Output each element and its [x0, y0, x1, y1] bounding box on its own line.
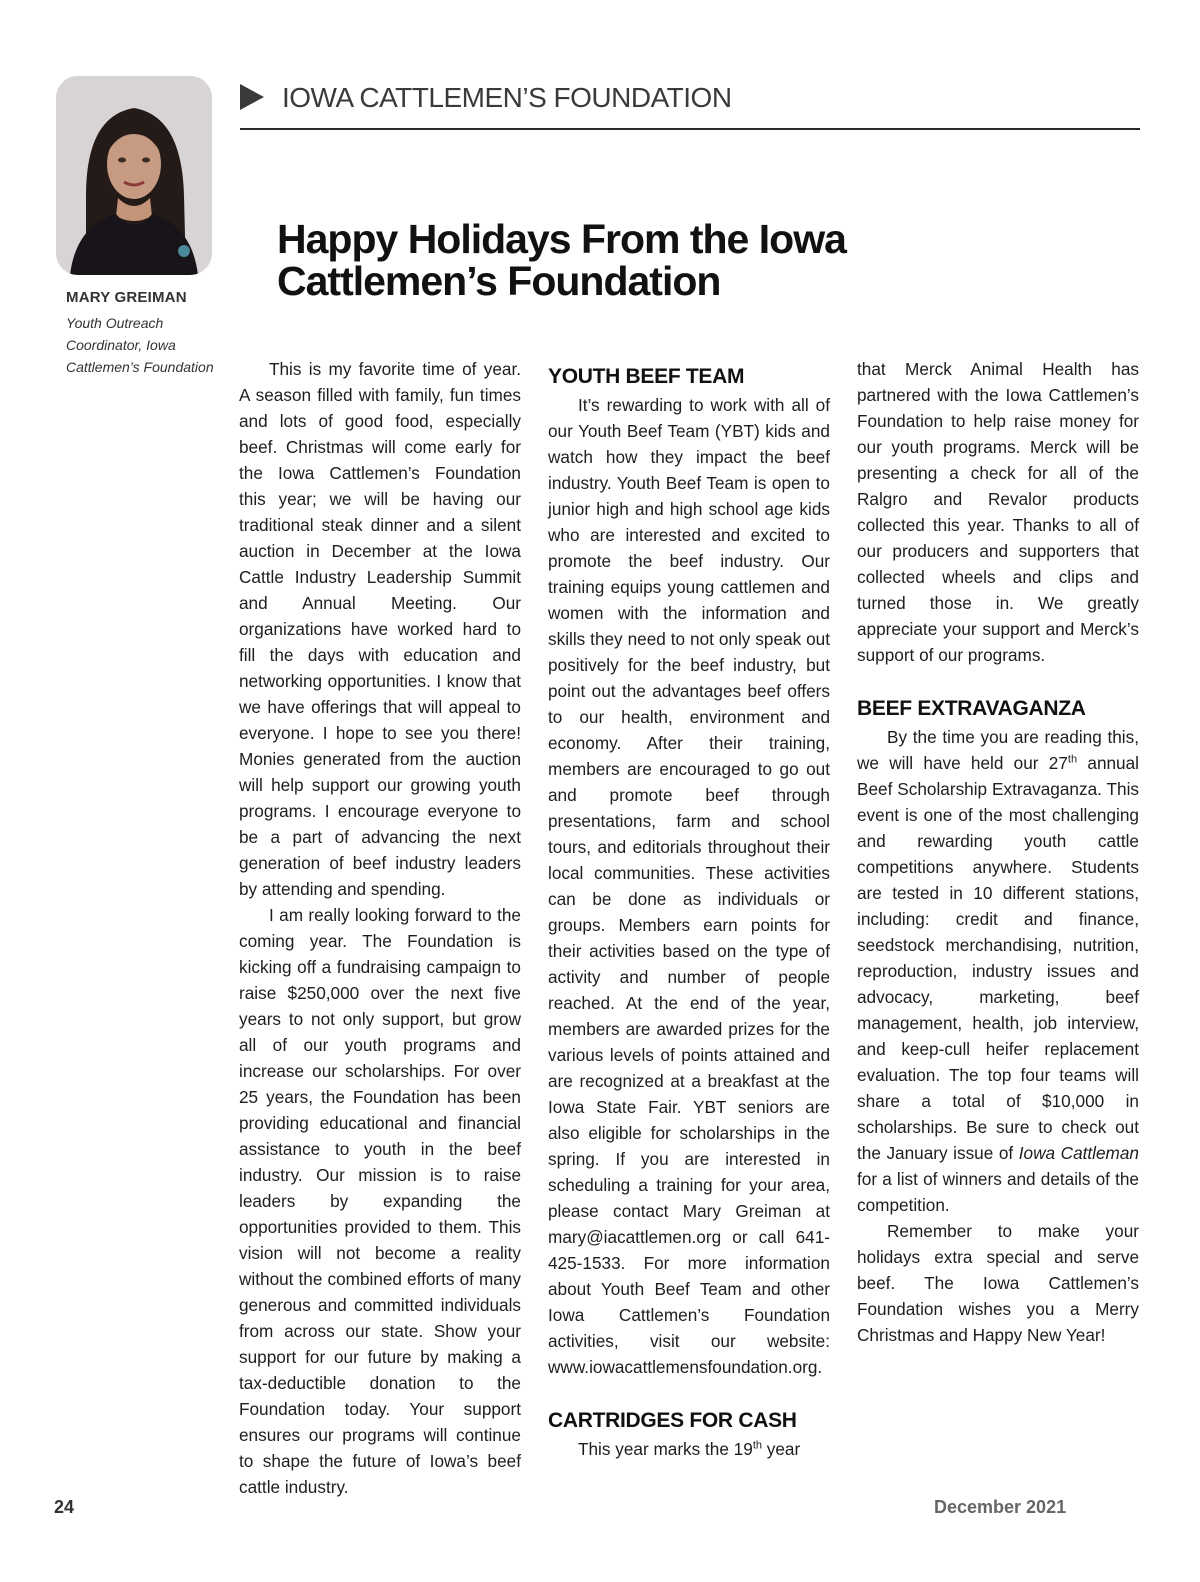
author-portrait-icon [56, 76, 212, 275]
intro-paragraph-2: I am really looking forward to the coming year. The Foundation is kicking off a fundraising campaign to raise $250,000 over the next five years to not only support, but grow all of our youth programs and increase our scholarships. For over 25 years, the Foundation has been providing educational and financial assistance to youth in the beef industry. Our mission is to raise leaders by expanding the opportunities provided to them. This vision will not become a reality without the combined efforts of many generous and committed individuals from across our state. Show your support for our future by making a tax-deductible donation to the Foundation today. Your support ensures our programs will continue to shape the future of Iowa’s beef cattle industry. [239, 905, 521, 1497]
author-photo [56, 76, 212, 275]
article-column-2 [548, 362, 830, 1462]
cartridges-heading: CARTRIDGES FOR CASH [548, 1409, 797, 1432]
youth-beef-team-heading: YOUTH BEEF TEAM [548, 365, 745, 388]
extravaganza-paragraph-1: By the time you are reading this, we will have held our 27th annual Beef Scholarship Extravaganza. This event is one of the most challenging and rewarding youth cattle competitions anywhere. Students are tested in 10 different stations, including: credit and finance, seedstock merchandising, nutrition, reproduction, industry issues and advocacy, marketing, beef management, health, job interview, and keep-cull heifer replacement evaluation. The top four teams will share a total of $10,000 in scholarships. Be sure to check out the January issue of Iowa Cattleman for a list of winners and details of the competition. [857, 727, 1139, 1215]
article-column-1 [239, 356, 521, 1500]
author-title: Youth Outreach Coordinator, Iowa Cattlemen’s Foundation [66, 315, 214, 375]
intro-paragraph-1: This is my favorite time of year. A season filled with family, fun times and lots of good food, especially beef. Christmas will come early for the Iowa Cattlemen’s Foundation this year; we will be having our traditional steak dinner and a silent auction in December at the Iowa Cattle Industry Leadership Summit and Annual Meeting. Our organizations have worked hard to fill the days with education and networking opportunities. I know that we have offerings that will appeal to everyone. I hope to see you there! Monies generated from the auction will help support our growing youth programs. I encourage everyone to be a part of advancing the next generation of beef industry leaders by attending and spending. [239, 359, 521, 899]
play-arrow-icon [240, 84, 264, 110]
youth-beef-team-text: It’s rewarding to work with all of our Youth Beef Team (YBT) kids and watch how they impact the beef industry. Youth Beef Team is open to junior high and high school age kids who are interested and excited to promote the beef industry. Our training equips young cattlemen and women with the information and skills they need to not only speak out positively for the beef industry, but point out the advantages beef offers to our health, environment and economy. After their training, members are encouraged to go out and promote beef through presentations, farm and school tours, and editorials throughout their local communities. These activities can be done as individuals or groups. Members earn points for their activities based on the type of activity and number of people reached. At the end of the year, members are awarded prizes for the various levels of points attained and are recognized at a breakfast at the Iowa State Fair. YBT seniors are also eligible for scholarships in the spring. If you are interested in scheduling a training for your area, please contact Mary Greiman at mary@iacattlemen.org or call 641-425-1533. For more information about Youth Beef Team and other Iowa Cattlemen’s Foundation activities, visit our website: www.iowacattlemensfoundation.org. [548, 395, 830, 1377]
section-header [240, 80, 1140, 130]
extravaganza-paragraph-2: Remember to make your holidays extra special and serve beef. The Iowa Cattlemen’s Foundation wishes you a Merry Christmas and Happy New Year! [857, 1221, 1139, 1345]
beef-extravaganza-heading: BEEF EXTRAVAGANZA [857, 697, 1086, 720]
issue-date: December 2021 [934, 1497, 1067, 1517]
author-name: MARY GREIMAN [66, 289, 187, 306]
article-headline: Happy Holidays From the Iowa Cattlemen’s Foundation [277, 216, 846, 304]
page-number: 24 [54, 1497, 75, 1517]
article-column-3 [857, 356, 1139, 1348]
cartridges-continued: that Merck Animal Health has partnered with the Iowa Cattlemen’s Foundation to help raise money for our youth programs. Merck will be presenting a check for all of the Ralgro and Revalor products collected this year. Thanks to all of our producers and supporters that collected wheels and clips and turned those in. We greatly appreciate your support and Merck’s support of our programs. [857, 359, 1139, 665]
section-title: IOWA CATTLEMEN’S FOUNDATION [282, 82, 732, 113]
cartridges-lead: This year marks the 19th year [578, 1439, 801, 1459]
publication-title: Iowa Cattleman [1018, 1143, 1139, 1163]
